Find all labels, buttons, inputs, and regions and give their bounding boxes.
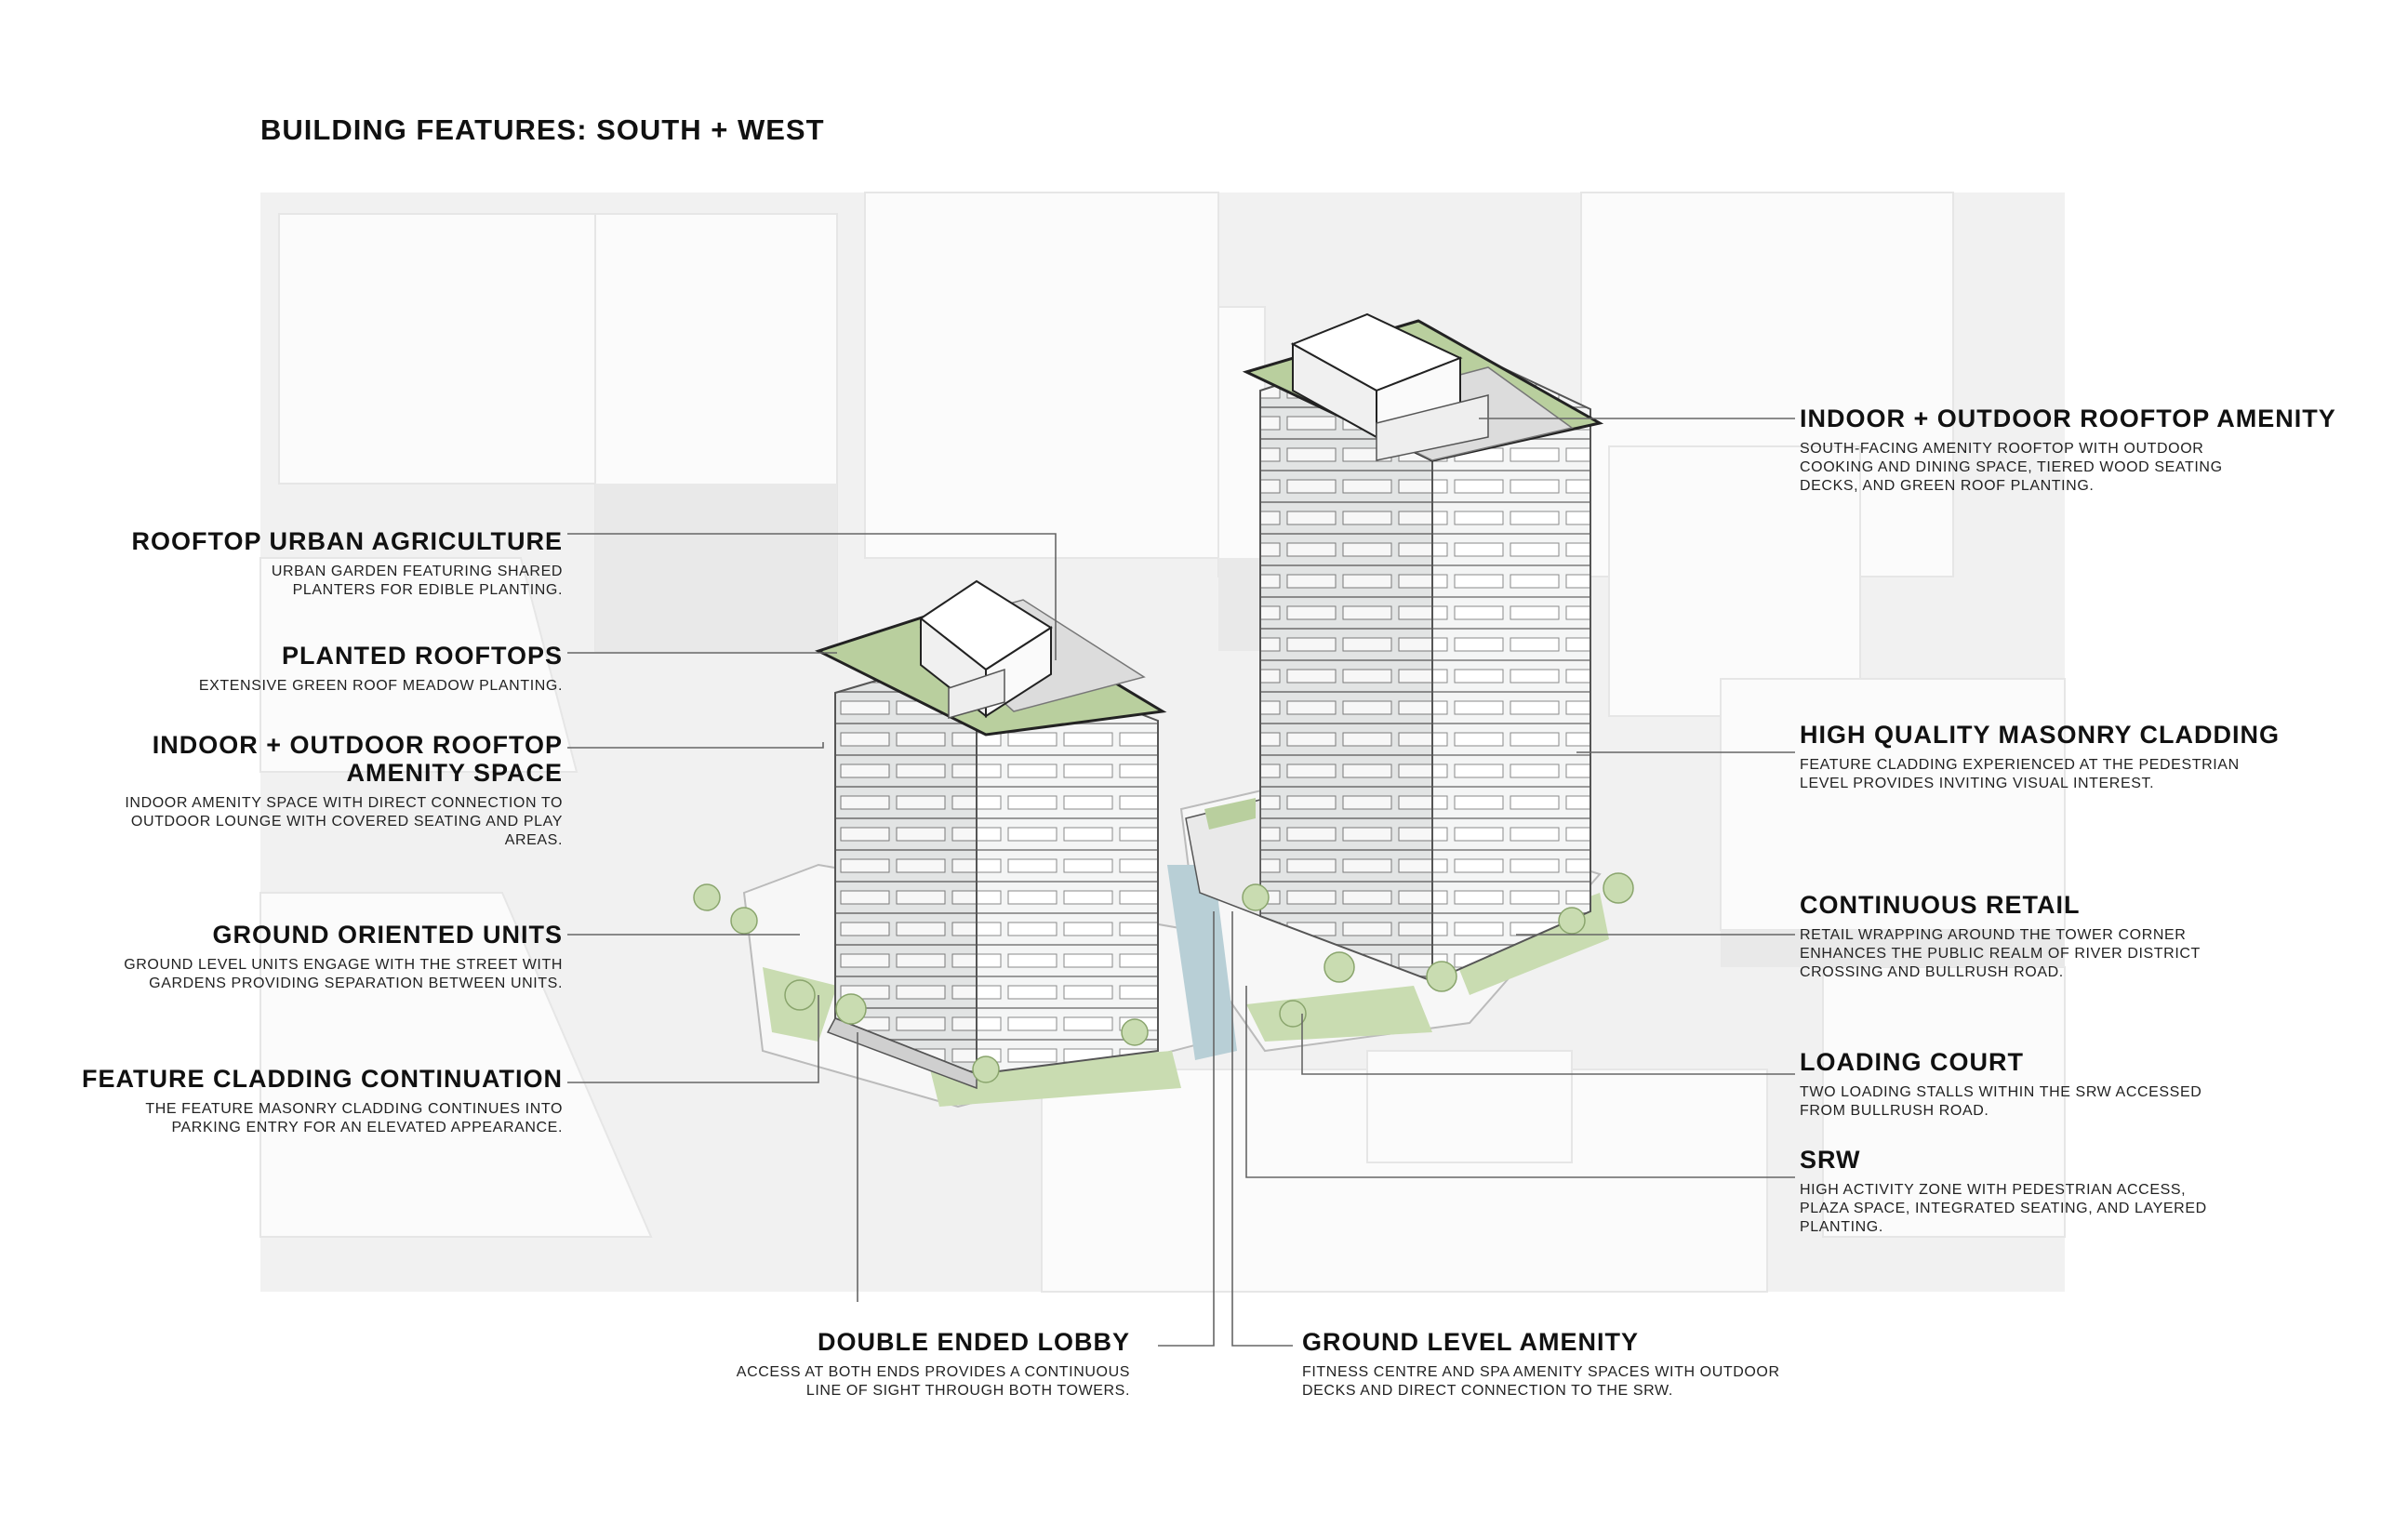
callout-description: HIGH ACTIVITY ZONE WITH PEDESTRIAN ACCESS, PLAZA SPACE, INTEGRATED SEATING, AND LAYERED PLANTING.: [1800, 1182, 2207, 1235]
callout-description: EXTENSIVE GREEN ROOF MEADOW PLANTING.: [198, 678, 563, 694]
callout-planted-rooftops: [93, 642, 563, 696]
callout-ground-level-amenity: [1302, 1328, 1832, 1401]
callout-heading: GROUND ORIENTED UNITS: [212, 921, 563, 949]
callout-srw: [1800, 1146, 2321, 1237]
callout-heading: FEATURE CLADDING CONTINUATION: [82, 1065, 563, 1093]
callout-description: INDOOR AMENITY SPACE WITH DIRECT CONNECTION TO OUTDOOR LOUNGE WITH COVERED SEATING AND PLAY AREAS.: [125, 795, 563, 848]
callout-heading-line1: INDOOR + OUTDOOR ROOFTOP: [152, 731, 563, 759]
callout-loading-court: [1800, 1048, 2321, 1121]
callout-description: URBAN GARDEN FEATURING SHARED PLANTERS FOR EDIBLE PLANTING.: [271, 564, 563, 598]
callout-heading: SRW: [1800, 1146, 1861, 1174]
callout-heading: INDOOR + OUTDOOR ROOFTOP AMENITY: [1800, 405, 2336, 432]
callout-description: SOUTH-FACING AMENITY ROOFTOP WITH OUTDOOR COOKING AND DINING SPACE, TIERED WOOD SEATING DECKS, AND GREEN ROOF PLANTING.: [1800, 441, 2223, 494]
callout-rooftop-urban-agriculture: [93, 527, 563, 600]
callout-heading: CONTINUOUS RETAIL: [1800, 891, 2081, 919]
callout-indoor-outdoor-amenity-space: [93, 731, 563, 850]
callout-ground-oriented-units: [93, 921, 563, 993]
callout-description: THE FEATURE MASONRY CLADDING CONTINUES INTO PARKING ENTRY FOR AN ELEVATED APPEARANCE.: [145, 1101, 563, 1135]
callout-continuous-retail: [1800, 891, 2321, 982]
callout-heading: HIGH QUALITY MASONRY CLADDING: [1800, 721, 2281, 749]
callout-heading: DOUBLE ENDED LOBBY: [817, 1328, 1130, 1356]
callout-description: RETAIL WRAPPING AROUND THE TOWER CORNER ENHANCES THE PUBLIC REALM OF RIVER DISTRICT CROSSING AND BULLRUSH ROAD.: [1800, 927, 2201, 980]
callout-description: ACCESS AT BOTH ENDS PROVIDES A CONTINUOUS LINE OF SIGHT THROUGH BOTH TOWERS.: [736, 1364, 1130, 1399]
callout-indoor-outdoor-rooftop-amenity: [1800, 405, 2358, 496]
callout-description: TWO LOADING STALLS WITHIN THE SRW ACCESSED FROM BULLRUSH ROAD.: [1800, 1084, 2202, 1119]
callout-description: FITNESS CENTRE AND SPA AMENITY SPACES WITH OUTDOOR DECKS AND DIRECT CONNECTION TO THE SRW.: [1302, 1364, 1780, 1399]
callout-heading: PLANTED ROOFTOPS: [281, 642, 563, 670]
callout-description: GROUND LEVEL UNITS ENGAGE WITH THE STREET WITH GARDENS PROVIDING SEPARATION BETWEEN UNITS.: [124, 957, 563, 991]
left-tower: [818, 581, 1163, 1088]
callout-description: FEATURE CLADDING EXPERIENCED AT THE PEDESTRIAN LEVEL PROVIDES INVITING VISUAL INTEREST.: [1800, 757, 2240, 791]
callout-heading-line2: AMENITY SPACE: [346, 759, 563, 787]
callout-feature-cladding-continuation: [56, 1065, 563, 1137]
page-title: BUILDING FEATURES: SOUTH + WEST: [260, 113, 825, 146]
callout-double-ended-lobby: [670, 1328, 1130, 1401]
callout-high-quality-masonry-cladding: [1800, 721, 2348, 793]
callout-heading: GROUND LEVEL AMENITY: [1302, 1328, 1640, 1356]
callout-heading: ROOFTOP URBAN AGRICULTURE: [131, 527, 563, 555]
callout-heading: LOADING COURT: [1800, 1048, 2024, 1076]
